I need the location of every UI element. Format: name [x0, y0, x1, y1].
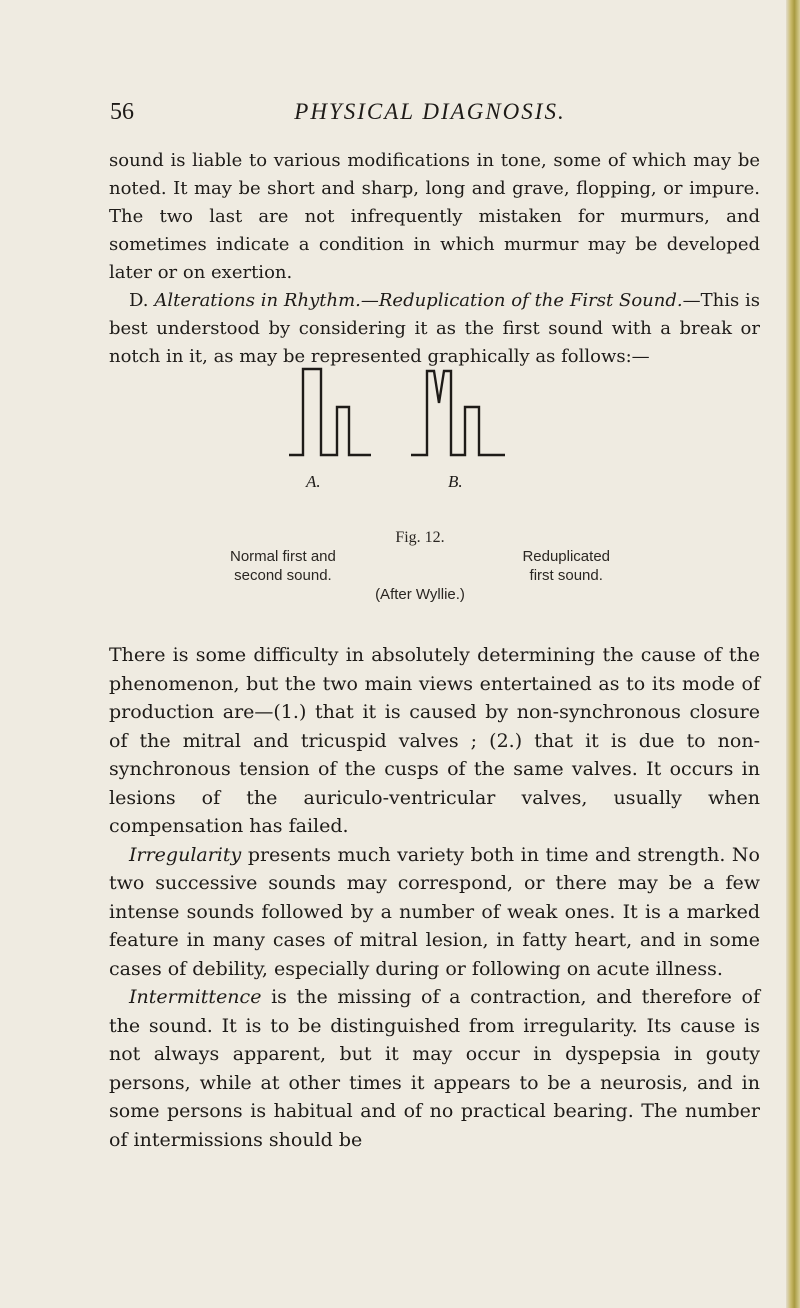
diagram-a-trace: [289, 369, 371, 455]
rhythm-diagram: [285, 357, 545, 467]
figure-12: [270, 357, 570, 517]
section-d-label: D.: [129, 290, 149, 311]
figure-caption: [230, 528, 610, 604]
diagram-b-trace: [411, 371, 505, 455]
page-header: [110, 99, 750, 133]
running-head: PHYSICAL DIAGNOSIS.: [294, 99, 566, 124]
paragraph-irregularity: [109, 841, 760, 984]
caption-source: (After Wyllie.): [375, 586, 465, 603]
figure-label-b: B.: [448, 472, 463, 491]
caption-b: Reduplicated first sound.: [522, 548, 610, 584]
irregularity-term: Irregularity: [129, 843, 242, 866]
intermittence-term: Intermittence: [129, 986, 262, 1008]
irregularity-text: presents much variety both in time and strength. No two successive sounds may correspond, or there may be a few intense sounds followed by a number of weak ones. It is a marked feature in many cases of mitral lesion, in fatty heart, and in some cases of debility, especially during or following on acute illness.: [109, 843, 760, 980]
page-number: 56: [110, 99, 134, 125]
section-d-text: —This is best understood by considering it as the first sound with a break or notch in it, as may be represented graphically as follows:—: [109, 290, 760, 367]
caption-a: Normal first and second sound.: [230, 548, 336, 584]
paragraph-cause: There is some difficulty in absolutely determining the cause of the phenomenon, but the two main views entertained as to its mode of production are—(1.) that it is caused by non-synchronous closure of the mitral and tricuspid valves ; (2.) that it is due to non-synchronous tension of the cusps of the same valves. It occurs in lesions of the auriculo-ventricular valves, usually when compensation has failed.: [109, 644, 760, 837]
section-d-title: Alterations in Rhythm.—Reduplication of the First Sound.: [154, 290, 683, 311]
upper-text: [109, 147, 760, 371]
intermittence-text: is the missing of a contraction, and therefore of the sound. It is to be distinguished from irregularity. Its cause is not always apparent, but it may occur in dyspepsia in gouty persons, while at other times it appears to be a neurosis, and in some persons is habitual and of no practical bearing. The number of intermissions should be: [109, 986, 760, 1151]
lower-text: [109, 641, 760, 1154]
figure-label-a: A.: [306, 472, 321, 491]
paragraph-tone-modifications: sound is liable to various modifications in tone, some of which may be noted. It may be short and sharp, long and grave, flopping, or impure. The two last are not infrequently mistaken for murmurs, and sometimes indicate a condition in which murmur may be developed later or on exertion.: [109, 150, 760, 283]
figure-number: Fig. 12.: [395, 529, 445, 546]
paragraph-intermittence: [109, 983, 760, 1154]
page-edge-binding: [786, 0, 800, 1308]
